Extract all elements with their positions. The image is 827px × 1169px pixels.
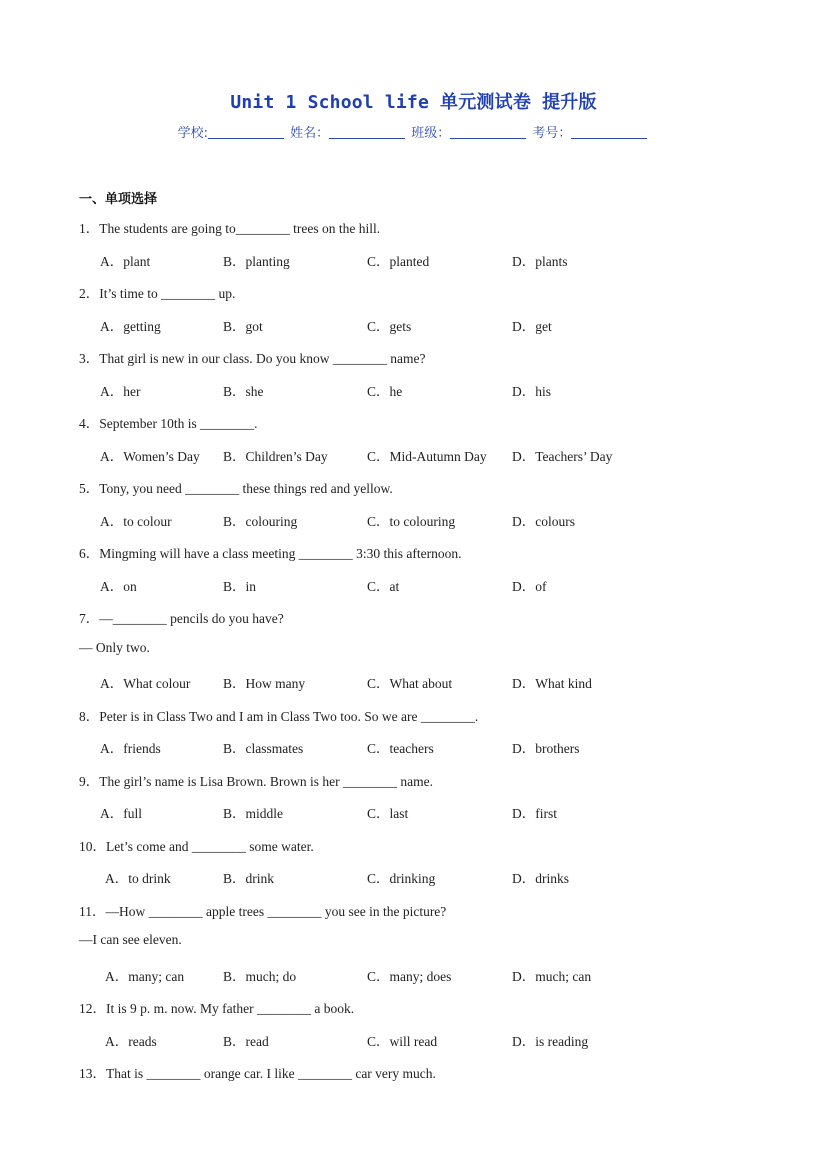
option-b[interactable]: B．How many: [223, 676, 306, 691]
question-stem: 2．It’s time to ________ up.: [79, 286, 236, 301]
name-label: 姓名：: [290, 126, 330, 141]
question-stem: 1．The students are going to________ trees on the hill.: [79, 221, 381, 236]
option-b[interactable]: B．drink: [223, 871, 275, 886]
school-blank[interactable]: [208, 124, 284, 139]
question-stem: 7．—________ pencils do you have?: [79, 611, 284, 626]
question-stem: 5．Tony, you need ________ these things red and yellow.: [79, 481, 393, 496]
option-c[interactable]: C．drinking: [367, 871, 436, 886]
class-label: 班级：: [411, 126, 451, 141]
option-b[interactable]: B．in: [223, 579, 257, 594]
option-c[interactable]: C．will read: [367, 1034, 438, 1049]
option-a[interactable]: A．full: [100, 806, 142, 821]
option-d[interactable]: D．much; can: [512, 969, 592, 984]
option-a[interactable]: A．to drink: [105, 871, 171, 886]
option-b[interactable]: B．planting: [223, 254, 290, 269]
option-a[interactable]: A．getting: [100, 319, 161, 334]
exam-number-label: 考号：: [532, 126, 572, 141]
question-stem: 6．Mingming will have a class meeting ________ 3:30 this afternoon.: [79, 546, 462, 561]
question-stem: 11．—How ________ apple trees ________ you see in the picture?: [79, 904, 447, 919]
dialogue-line: —I can see eleven.: [79, 932, 182, 947]
option-b[interactable]: B．she: [223, 384, 264, 399]
option-a[interactable]: A．What colour: [100, 676, 191, 691]
option-c[interactable]: C．gets: [367, 319, 412, 334]
option-d[interactable]: D．first: [512, 806, 557, 821]
option-a[interactable]: A．plant: [100, 254, 151, 269]
option-c[interactable]: C．Mid-Autumn Day: [367, 449, 487, 464]
option-a[interactable]: A．on: [100, 579, 137, 594]
option-b[interactable]: B．classmates: [223, 741, 304, 756]
question-stem: 10．Let’s come and ________ some water.: [79, 839, 314, 854]
option-d[interactable]: D．of: [512, 579, 547, 594]
dialogue-line: — Only two.: [79, 640, 150, 655]
option-b[interactable]: B．much; do: [223, 969, 297, 984]
question-stem: 13．That is ________ orange car. I like ________ car very much.: [79, 1066, 436, 1081]
option-d[interactable]: D．colours: [512, 514, 575, 529]
option-b[interactable]: B．Children’s Day: [223, 449, 328, 464]
option-d[interactable]: D．get: [512, 319, 552, 334]
name-blank[interactable]: [329, 124, 405, 139]
question-stem: 4．September 10th is ________.: [79, 416, 258, 431]
option-a[interactable]: A．reads: [105, 1034, 157, 1049]
page-title: Unit 1 School life 单元测试卷 提升版: [230, 92, 597, 113]
option-d[interactable]: D．Teachers’ Day: [512, 449, 613, 464]
section-title: 一、单项选择: [79, 192, 158, 207]
option-b[interactable]: B．colouring: [223, 514, 298, 529]
option-d[interactable]: D．is reading: [512, 1034, 589, 1049]
school-label: 学校:: [177, 126, 208, 141]
option-b[interactable]: B．got: [223, 319, 263, 334]
option-c[interactable]: C．to colouring: [367, 514, 456, 529]
question-stem: 9．The girl’s name is Lisa Brown. Brown is her ________ name.: [79, 774, 433, 789]
option-c[interactable]: C．What about: [367, 676, 453, 691]
option-b[interactable]: B．middle: [223, 806, 283, 821]
option-d[interactable]: D．What kind: [512, 676, 592, 691]
question-stem: 8．Peter is in Class Two and I am in Class Two too. So we are ________.: [79, 709, 479, 724]
option-b[interactable]: B．read: [223, 1034, 269, 1049]
exam-number-blank[interactable]: [571, 124, 647, 139]
option-a[interactable]: A．friends: [100, 741, 161, 756]
option-c[interactable]: C．many; does: [367, 969, 452, 984]
option-a[interactable]: A．to colour: [100, 514, 172, 529]
option-d[interactable]: D．drinks: [512, 871, 569, 886]
student-info-line: [0, 122, 827, 141]
option-c[interactable]: C．he: [367, 384, 403, 399]
option-a[interactable]: A．Women’s Day: [100, 449, 200, 464]
option-d[interactable]: D．plants: [512, 254, 568, 269]
option-c[interactable]: C．teachers: [367, 741, 434, 756]
option-a[interactable]: A．her: [100, 384, 141, 399]
option-c[interactable]: C．at: [367, 579, 400, 594]
option-c[interactable]: C．last: [367, 806, 409, 821]
question-stem: 12．It is 9 p. m. now. My father ________ a book.: [79, 1001, 355, 1016]
question-stem: 3．That girl is new in our class. Do you know ________ name?: [79, 351, 426, 366]
option-a[interactable]: A．many; can: [105, 969, 185, 984]
option-d[interactable]: D．his: [512, 384, 552, 399]
class-blank[interactable]: [450, 124, 526, 139]
option-d[interactable]: D．brothers: [512, 741, 580, 756]
option-c[interactable]: C．planted: [367, 254, 430, 269]
